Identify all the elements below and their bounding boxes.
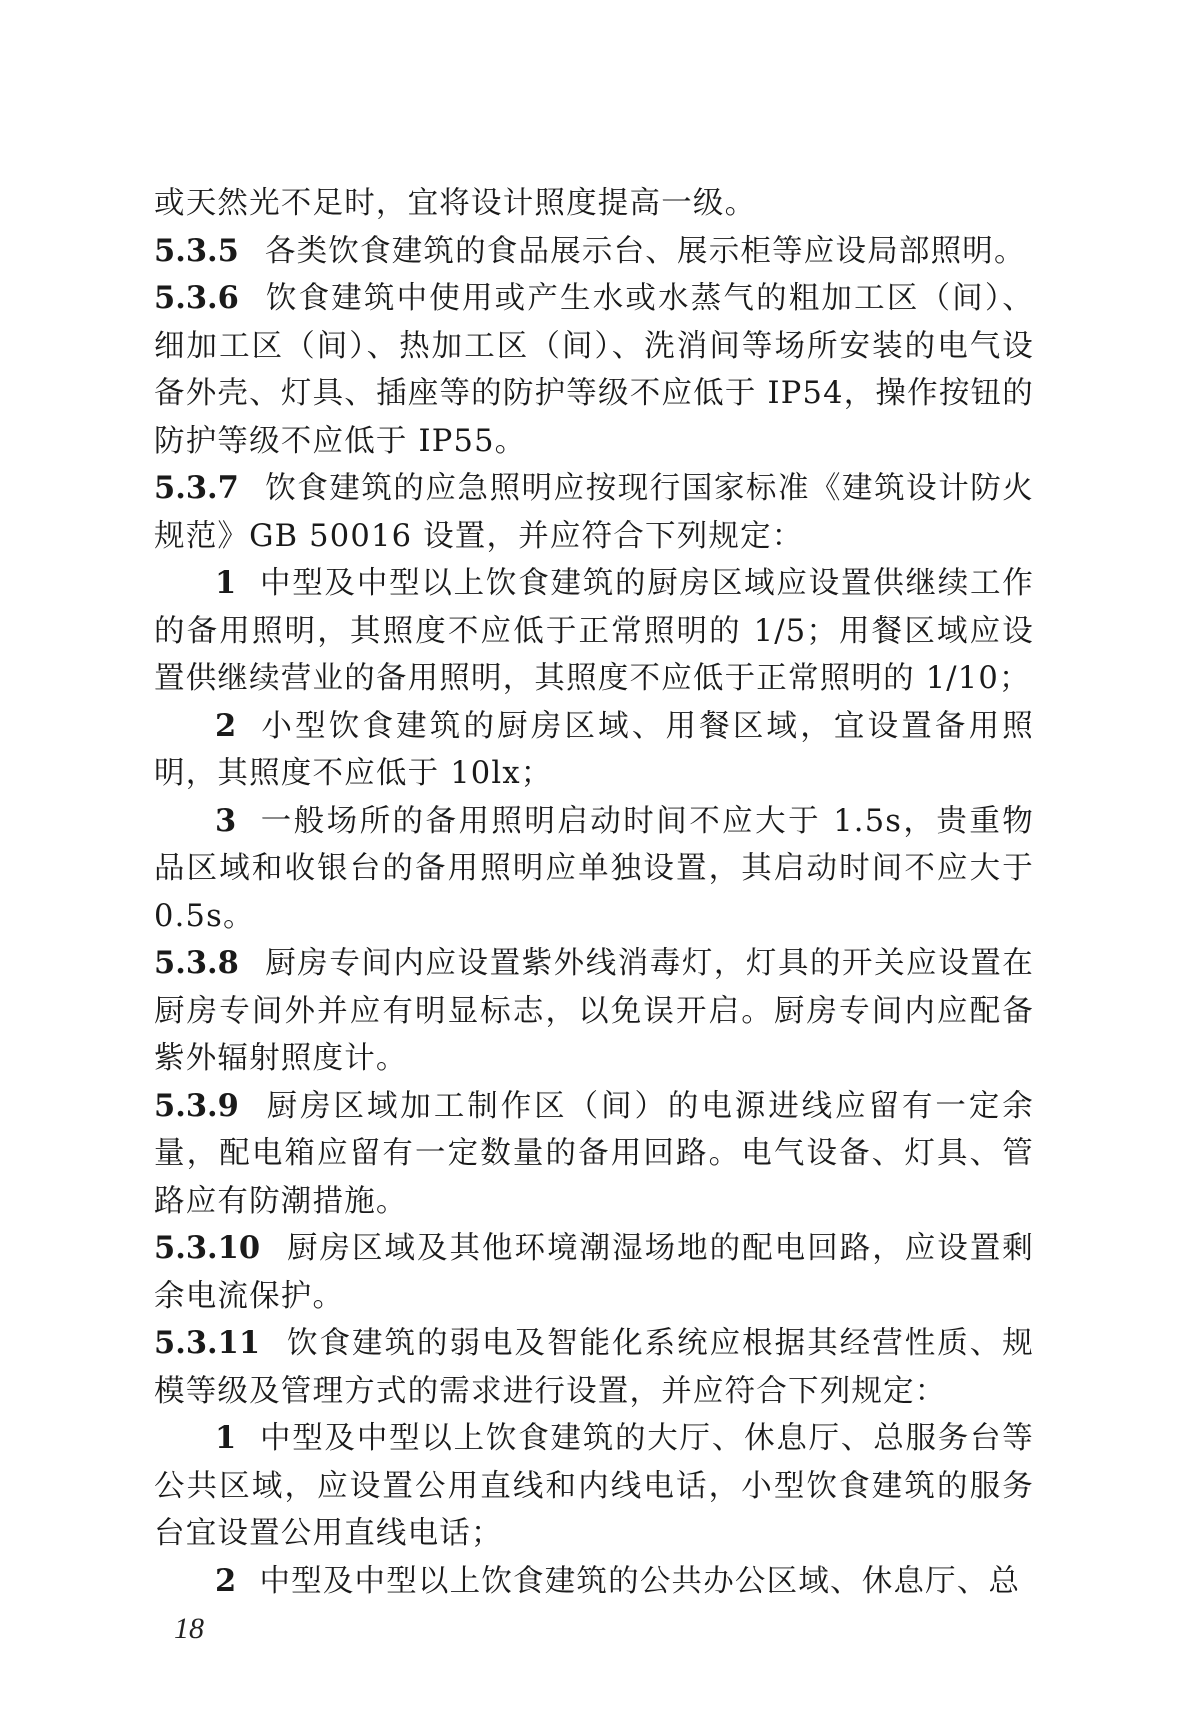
clause-5-3-8: [154, 940, 1034, 1083]
clause-text: 厨房区域及其他环境潮湿场地的配电回路，应设置剩余电流保护。: [154, 1231, 1034, 1314]
paragraph-continuation: [154, 180, 1034, 228]
clause-text: 饮食建筑的弱电及智能化系统应根据其经营性质、规模等级及管理方式的需求进行设置，并应符合下列规定：: [154, 1326, 1034, 1409]
clause-text: 饮食建筑的应急照明应按现行国家标准《建筑设计防火规范》GB 50016 设置，并应符合下列规定：: [154, 471, 1034, 554]
clause-text: 厨房专间内应设置紫外线消毒灯，灯具的开关应设置在厨房专间外并应有明显标志，以免误开启。厨房专间内应配备紫外辐射照度计。: [154, 946, 1034, 1076]
item-number: 3: [215, 802, 238, 839]
clause-number: 5.3.10: [154, 1230, 261, 1266]
item-text: 中型及中型以上饮食建筑的厨房区域应设置供继续工作的备用照明，其照度不应低于正常照明的 1/5；用餐区域应设置供继续营业的备用照明，其照度不应低于正常照明的 1/10；: [154, 566, 1034, 696]
clause-number: 5.3.8: [154, 945, 239, 981]
clause-number: 5.3.9: [154, 1087, 239, 1124]
clause-text: 各类饮食建筑的食品展示台、展示柜等应设局部照明。: [264, 233, 1026, 269]
list-item: [154, 1415, 1034, 1558]
item-number: 2: [215, 1562, 238, 1599]
clause-number: 5.3.5: [154, 232, 239, 269]
item-number: 1: [215, 1420, 238, 1456]
page-number: 18: [174, 1612, 204, 1645]
list-item: [154, 1558, 1034, 1606]
paragraph-text: 或天然光不足时，宜将设计照度提高一级。: [154, 186, 757, 221]
clause-5-3-6: [154, 275, 1034, 465]
item-number: 2: [215, 707, 238, 744]
item-number: 1: [215, 565, 238, 601]
list-item: [154, 560, 1034, 703]
clause-5-3-9: [154, 1083, 1034, 1226]
clause-text: 厨房区域加工制作区（间）的电源进线应留有一定余量，配电箱应留有一定数量的备用回路。电气设备、灯具、管路应有防潮措施。: [154, 1088, 1034, 1219]
list-item: [154, 703, 1034, 798]
clause-5-3-7: [154, 465, 1034, 560]
clause-number: 5.3.11: [154, 1325, 261, 1361]
clause-5-3-5: [154, 228, 1034, 276]
item-text: 小型饮食建筑的厨房区域、用餐区域，宜设置备用照明，其照度不应低于 10lx；: [154, 708, 1034, 791]
list-item: [154, 798, 1034, 941]
clause-number: 5.3.7: [154, 470, 239, 506]
item-text: 一般场所的备用照明启动时间不应大于 1.5s，贵重物品区域和收银台的备用照明应单独设置，其启动时间不应大于 0.5s。: [154, 803, 1034, 934]
clause-number: 5.3.6: [154, 280, 239, 316]
clause-5-3-10: [154, 1225, 1034, 1320]
item-text: 中型及中型以上饮食建筑的大厅、休息厅、总服务台等公共区域，应设置公用直线和内线电话，小型饮食建筑的服务台宜设置公用直线电话；: [154, 1421, 1034, 1551]
clause-text: 饮食建筑中使用或产生水或水蒸气的粗加工区（间）、细加工区（间）、热加工区（间）、洗消间等场所安装的电气设备外壳、灯具、插座等的防护等级不应低于 IP54，操作按钮的防护等级不应低于 IP55。: [154, 281, 1034, 459]
item-text: 中型及中型以上饮食建筑的公共办公区域、休息厅、总: [259, 1563, 1021, 1599]
clause-5-3-11: [154, 1320, 1034, 1415]
body-text: [154, 180, 1034, 1605]
